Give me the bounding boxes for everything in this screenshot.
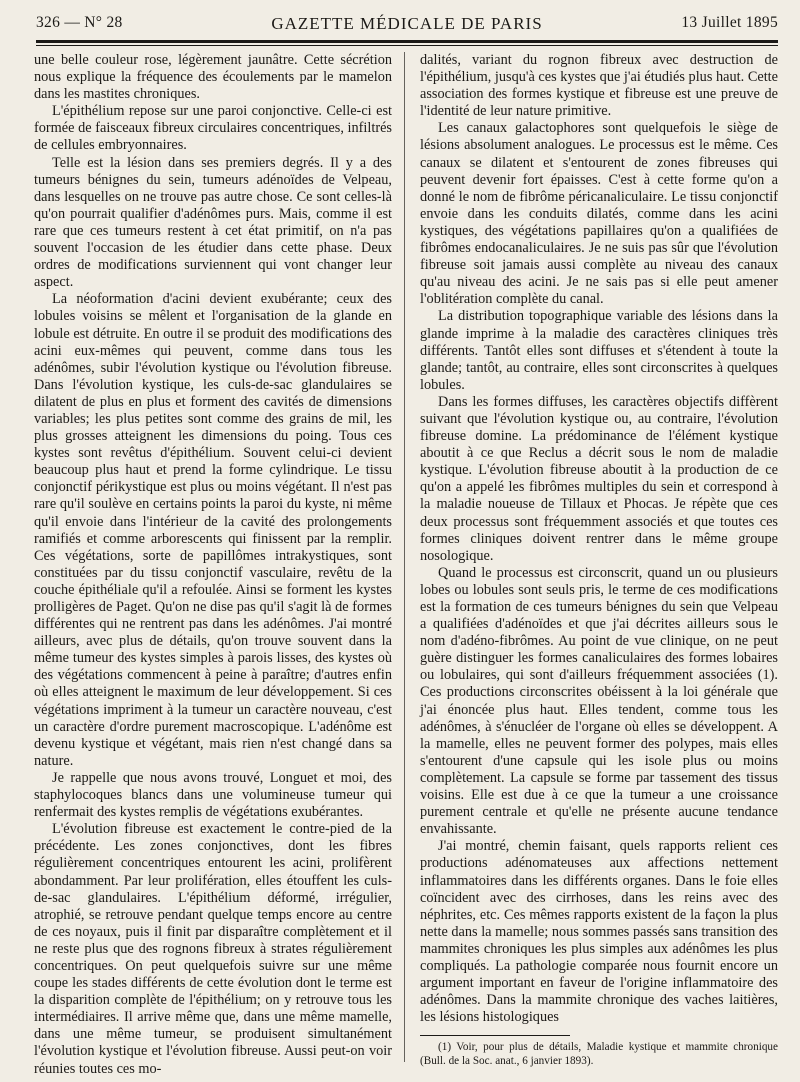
issue-date: 13 Juillet 1895 xyxy=(681,14,778,31)
paragraph: Je rappelle que nous avons trouvé, Longuet et moi, des staphylocoques blancs dans une volumineuse tumeur qui renfermait des kystes remplis de végétations exubérantes. xyxy=(34,769,392,821)
paragraph: dalités, variant du rognon fibreux avec destruction de l'épithélium, jusqu'à ces kystes que j'ai étudiés plus haut. Cette association des formes kystique et fibreuse est une preuve de l'identité de leur nature primitive. xyxy=(420,52,778,120)
paragraph: Telle est la lésion dans ses premiers degrés. Il y a des tumeurs bénignes du sein, tumeurs adénoïdes de Velpeau, dans lesquelles on ne trouve pas autre chose. Ce sont celles-là qu'on pourrait qualifier d'adénômes purs. Mais, comme il est rare que ces tumeurs restent à cet état primitif, on n'a pas souvent l'occasion de les étudier dans cette phase. Deux ordres de modifications surviennent qui vont changer leur aspect. xyxy=(34,154,392,291)
header-rule-thick xyxy=(36,40,778,43)
paragraph: La distribution topographique variable des lésions dans la glande imprime à la maladie des caractères cliniques très différents. Tantôt elles sont diffuses et s'étendent à toute la glande; tantôt, au contraire, elles sont circonscrites à quelques lobules. xyxy=(420,308,778,393)
column-divider xyxy=(404,52,405,1062)
paragraph: J'ai montré, chemin faisant, quels rapports relient ces productions adénomateuses aux affections nettement inflammatoires dans les différents organes. Dans le foie elles coïncident avec des cirrhoses, dans les reins avec des néphrites, etc. Ces mêmes rapports existent de la façon la plus nette dans la mamelle; nous sommes passés sans transition des mammites chroniques les plus simples aux adénômes les plus compliqués. La pathologie comparée nous fournit encore un argument important en faveur de l'origine inflammatoire des adénômes. Dans la mammite chronique des vaches laitières, les lésions histologiques xyxy=(420,838,778,1026)
paragraph: Les canaux galactophores sont quelquefois le siège de lésions absolument analogues. Le processus est le même. Ces canaux se dilatent et s'entourent de zones fibreuses qui peuvent devenir fort épaisses. C'est à cette forme qu'on a donné le nom de fibrôme péricanaliculaire. Le tissu conjonctif envoie dans les conduits dilatés, comme dans les acini kystiques, des végétations papillaires qu'on a qualifiées de fibrômes endocanaliculaires. Je ne suis pas sûr que l'évolution fibreuse soit jamais aussi complète au niveau des canaux qu'au niveau des acini. Je ne sais pas si elle peut amener l'oblitération complète du canal. xyxy=(420,120,778,308)
journal-title: GAZETTE MÉDICALE DE PARIS xyxy=(271,14,543,33)
footnote: (1) Voir, pour plus de détails, Maladie kystique et mammite chronique (Bull. de la Soc. anat., 6 janvier 1893). xyxy=(420,1041,778,1067)
running-header xyxy=(36,14,778,36)
left-column xyxy=(34,52,392,1078)
paragraph: Quand le processus est circonscrit, quand un ou plusieurs lobes ou lobules sont seuls pris, le terme de ces modifications est la formation de ces tumeurs bénignes du sein que Velpeau a qualifiées d'adénoïdes et que j'ai décrites ailleurs sous le nom d'adéno-fibrômes. Au point de vue clinique, on ne peut guère distinguer les formes canaliculaires des formes lobaires ou lobulaires, qui sont d'ailleurs fréquemment associées (1). Ces productions circonscrites obéissent à la loi générale que j'ai énoncée plus haut. Elles tendent, comme tous les adénômes, à s'énucléer de l'organe où elles se développent. A la mamelle, elles ne peuvent former des polypes, mais elles s'entourent d'une capsule qui les isole plus ou moins complètement. La capsule se forme par tassement des tissus voisins. Elle est due à ce que la tumeur a une croissance purement centrale et qu'elle ne présente aucune tendance envahissante. xyxy=(420,564,778,838)
paragraph: une belle couleur rose, légèrement jaunâtre. Cette sécrétion nous explique la fréquence des écoulements par le mamelon dans les mastites chroniques. xyxy=(34,52,392,103)
paragraph: L'épithélium repose sur une paroi conjonctive. Celle-ci est formée de faisceaux fibreux circulaires concentriques, infiltrés de cellules embryonnaires. xyxy=(34,103,392,154)
header-rule-thin xyxy=(36,45,778,46)
paragraph: L'évolution fibreuse est exactement le contre-pied de la précédente. Les zones conjonctives, dont les fibres régulièrement concentriques entourent les acini, prolifèrent abondamment. Par leur prolifération, elles étouffent les culs-de-sac glandulaires. L'épithélium déformé, irrégulier, atrophié, se retrouve pendant quelque temps encore au centre de ces noyaux, puis il finit par disparaître complètement et il ne reste plus que des rognons fibreux à strates régulièrement concentriques. On peut quelquefois suivre sur une même coupe les stades différents de cette évolution dont le terme est la disparition complète de l'épithélium; on y retrouve tous les intermédiaires. Il arrive même que, dans une même mamelle, dans une même tumeur, se produisent simultanément l'évolution kystique et l'évolution fibreuse. Aussi peut-on voir réunies toutes ces mo- xyxy=(34,821,392,1077)
footnote-rule xyxy=(420,1035,570,1036)
page-number: 326 — N° 28 xyxy=(36,14,123,31)
right-column xyxy=(420,52,778,1068)
paragraph: Dans les formes diffuses, les caractères objectifs diffèrent suivant que l'évolution kystique ou, au contraire, l'évolution fibreuse domine. La prédominance de l'élément kystique aboutit à ce que Reclus a décrit sous le nom de maladie kystique. L'évolution fibreuse aboutit à la production de ce qu'on a appelé les fibrômes multiples du sein et correspond à la maladie noueuse de Tillaux et Phocas. Je répète que ces deux processus sont fréquemment associés et que toutes ces formes cliniques doivent rentrer dans le même groupe nosologique. xyxy=(420,393,778,564)
paragraph: La néoformation d'acini devient exubérante; ceux des lobules voisins se mêlent et l'organisation de la glande en lobule est détruite. En outre il se produit des modifications des acini eux-mêmes qui peuvent, comme dans tous les adénômes, subir l'évolution kystique ou l'évolution fibreuse. Dans l'évolution kystique, les culs-de-sac glandulaires se dilatent de plus en plus et forment des cavités de dimensions variables; les plus petites sont comme des grains de mil, les plus grosses atteignent les dimensions du poing. Tous ces kystes sont revêtus d'épithélium. Souvent celui-ci devient beaucoup plus haut et prend la forme cylindrique. Le tissu conjonctif périkystique est plus ou moins végétant. Il n'est pas rare qu'il soulève en certains points la paroi du kyste, ni même qu'il envoie dans l'intérieur de la cavité des prolongements ramifiés et comme arborescents qui finissent par la remplir. Ces végétations, sorte de papillômes intrakystiques, sont constituées par du tissu conjonctif vasculaire, revêtu de la couche épithéliale qu'il a refoulée. Ainsi se forment les kystes prolligères de Paget. Qu'on ne dise pas qu'il s'agit là de formes différentes qui ne rentrent pas dans les adénômes. J'ai montré ailleurs, avec plus de détails, qu'on trouve souvent dans la même tumeur des kystes simples à parois lisses, des kystes où des végétations commencent à peine à paraître; d'autres enfin où elles atteignent le maximum de leur développement. Si ces végétations impriment à la tumeur un caractère nouveau, c'est un caractère d'ordre purement macroscopique. L'adénôme est devenu kystique et végétant, mais rien n'est changé dans sa nature. xyxy=(34,291,392,769)
